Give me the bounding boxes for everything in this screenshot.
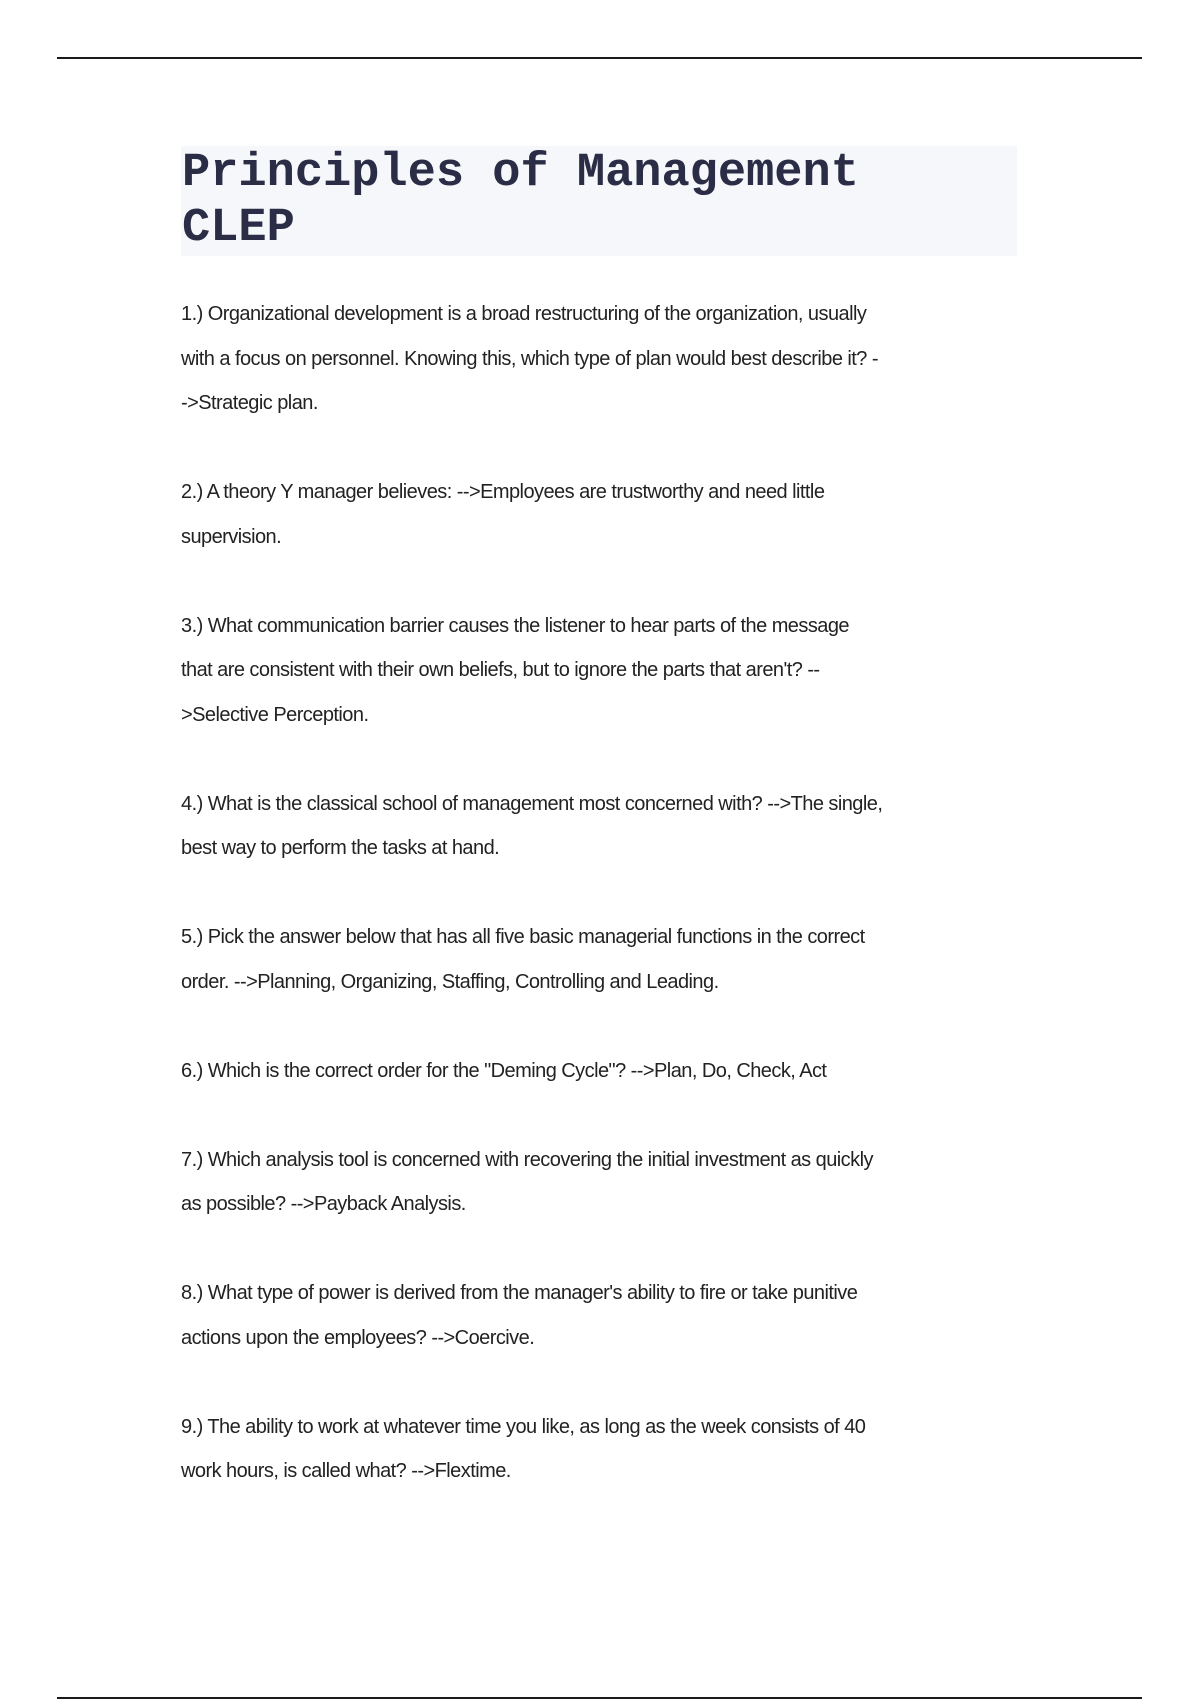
question-line: 8.) What type of power is derived from the manager's ability to fire or take punitive: [181, 1282, 858, 1304]
question-item-9: [181, 1405, 1021, 1494]
question-line: supervision.: [181, 525, 282, 548]
question-item-7: [181, 1138, 1021, 1227]
title-block: [181, 146, 1017, 256]
page-title-line-2: CLEP: [182, 202, 295, 255]
question-item-3: [181, 604, 1021, 738]
question-line: order. -->Planning, Organizing, Staffing, Controlling and Leading.: [181, 970, 719, 993]
question-line: 2.) A theory Y manager believes: -->Employees are trustworthy and need little: [181, 481, 825, 503]
question-line: with a focus on personnel. Knowing this, which type of plan would best describe it? -: [181, 347, 879, 370]
question-line: 3.) What communication barrier causes the listener to hear parts of the message: [181, 614, 849, 637]
question-item-6: [181, 1049, 1021, 1094]
question-line: as possible? -->Payback Analysis.: [181, 1193, 466, 1215]
question-item-5: [181, 915, 1021, 1004]
question-item-2: [181, 470, 1021, 559]
question-item-8: [181, 1271, 1021, 1360]
question-line: 4.) What is the classical school of management most concerned with? -->The single,: [181, 792, 883, 815]
question-line: >Selective Perception.: [181, 703, 369, 726]
page-title-line-1: Principles of Management: [182, 147, 859, 200]
question-line: 5.) Pick the answer below that has all five basic managerial functions in the correct: [181, 926, 865, 948]
question-line: 9.) The ability to work at whatever time you like, as long as the week consists of 40: [181, 1415, 866, 1438]
question-line: ->Strategic plan.: [181, 392, 318, 414]
question-line: 1.) Organizational development is a broad restructuring of the organization, usually: [181, 303, 867, 325]
question-item-4: [181, 782, 1021, 871]
page-title: [181, 146, 1017, 256]
top-page-rule: [57, 57, 1142, 59]
bottom-page-rule: [57, 1697, 1142, 1699]
question-line: that are consistent with their own beliefs, but to ignore the parts that aren't? --: [181, 659, 820, 681]
question-list: [181, 292, 1021, 1538]
question-line: 6.) Which is the correct order for the "Deming Cycle"? -->Plan, Do, Check, Act: [181, 1059, 827, 1082]
question-line: work hours, is called what? -->Flextime.: [181, 1460, 511, 1482]
question-line: actions upon the employees? -->Coercive.: [181, 1326, 535, 1349]
question-line: best way to perform the tasks at hand.: [181, 837, 500, 859]
question-item-1: [181, 292, 1021, 426]
question-line: 7.) Which analysis tool is concerned with recovering the initial investment as quickly: [181, 1148, 873, 1171]
